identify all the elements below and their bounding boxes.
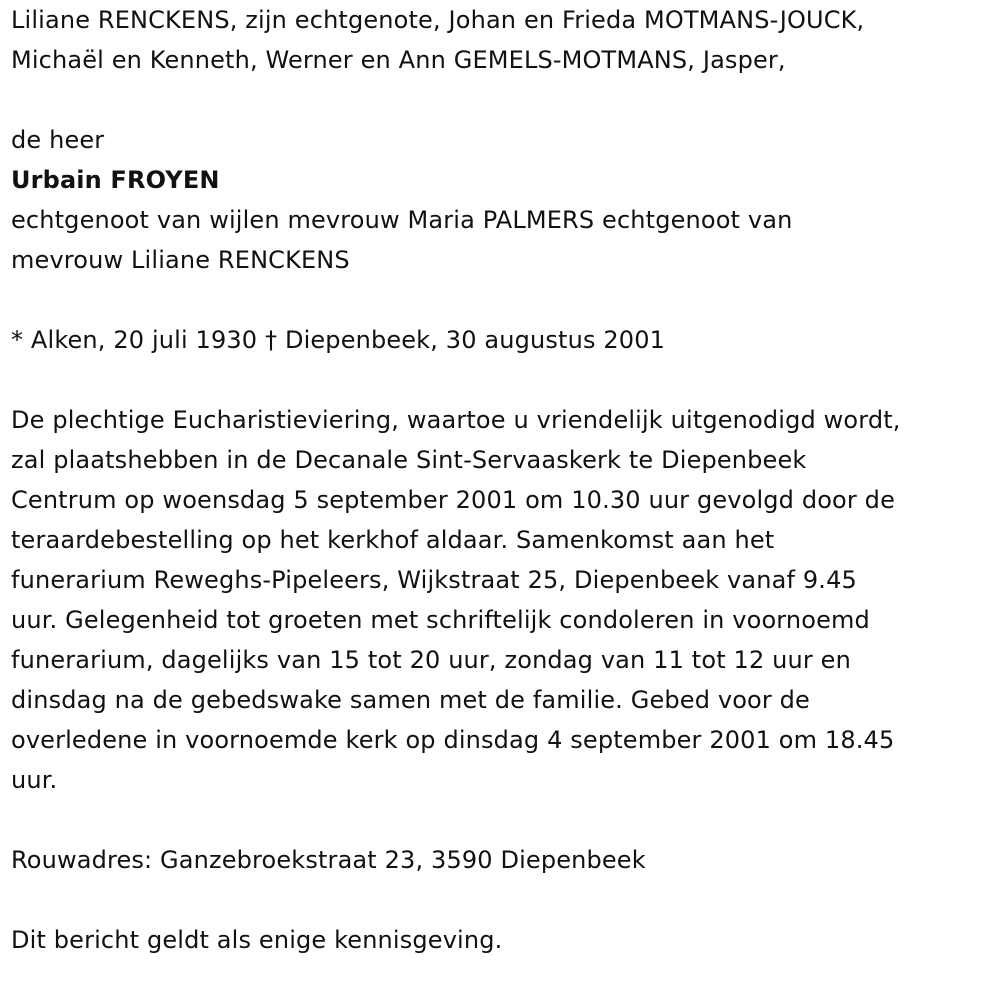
family-line-2: Michaël en Kenneth, Werner en Ann GEMELS-MOTMANS, Jasper, [11, 46, 786, 74]
obituary-notice [11, 0, 996, 960]
birth-death-dates: * Alken, 20 juli 1930 † Diepenbeek, 30 augustus 2001 [11, 326, 666, 354]
ceremony-line: De plechtige Eucharistieviering, waartoe u vriendelijk uitgenodigd wordt, [11, 406, 901, 434]
ceremony-line: funerarium Reweghs-Pipeleers, Wijkstraat 25, Diepenbeek vanaf 9.45 [11, 566, 857, 594]
ceremony-paragraph [11, 400, 996, 800]
spacer [11, 880, 996, 920]
closing-note: Dit bericht geldt als enige kennisgeving. [11, 926, 503, 954]
spouse-section [11, 200, 996, 280]
ceremony-line: uur. [11, 766, 58, 794]
spacer [11, 280, 996, 320]
family-section [11, 0, 996, 80]
ceremony-line: zal plaatshebben in de Decanale Sint-Servaaskerk te Diepenbeek [11, 446, 807, 474]
family-line-1: Liliane RENCKENS, zijn echtgenote, Johan en Frieda MOTMANS-JOUCK, [11, 6, 865, 34]
ceremony-line: overledene in voornoemde kerk op dinsdag 4 september 2001 om 18.45 [11, 726, 895, 754]
ceremony-line: Centrum op woensdag 5 september 2001 om 10.30 uur gevolgd door de [11, 486, 895, 514]
spouse-line-2: mevrouw Liliane RENCKENS [11, 246, 350, 274]
mourning-address: Rouwadres: Ganzebroekstraat 23, 3590 Diepenbeek [11, 846, 646, 874]
spacer [11, 360, 996, 400]
deceased-name: Urbain FROYEN [11, 166, 220, 194]
spouse-line-1: echtgenoot van wijlen mevrouw Maria PALMERS echtgenoot van [11, 206, 793, 234]
spacer [11, 800, 996, 840]
ceremony-line: uur. Gelegenheid tot groeten met schriftelijk condoleren in voornoemd [11, 606, 870, 634]
spacer [11, 80, 996, 120]
ceremony-line: funerarium, dagelijks van 15 tot 20 uur, zondag van 11 tot 12 uur en [11, 646, 851, 674]
ceremony-line: teraardebestelling op het kerkhof aldaar. Samenkomst aan het [11, 526, 775, 554]
salutation: de heer [11, 126, 105, 154]
ceremony-line: dinsdag na de gebedswake samen met de familie. Gebed voor de [11, 686, 810, 714]
